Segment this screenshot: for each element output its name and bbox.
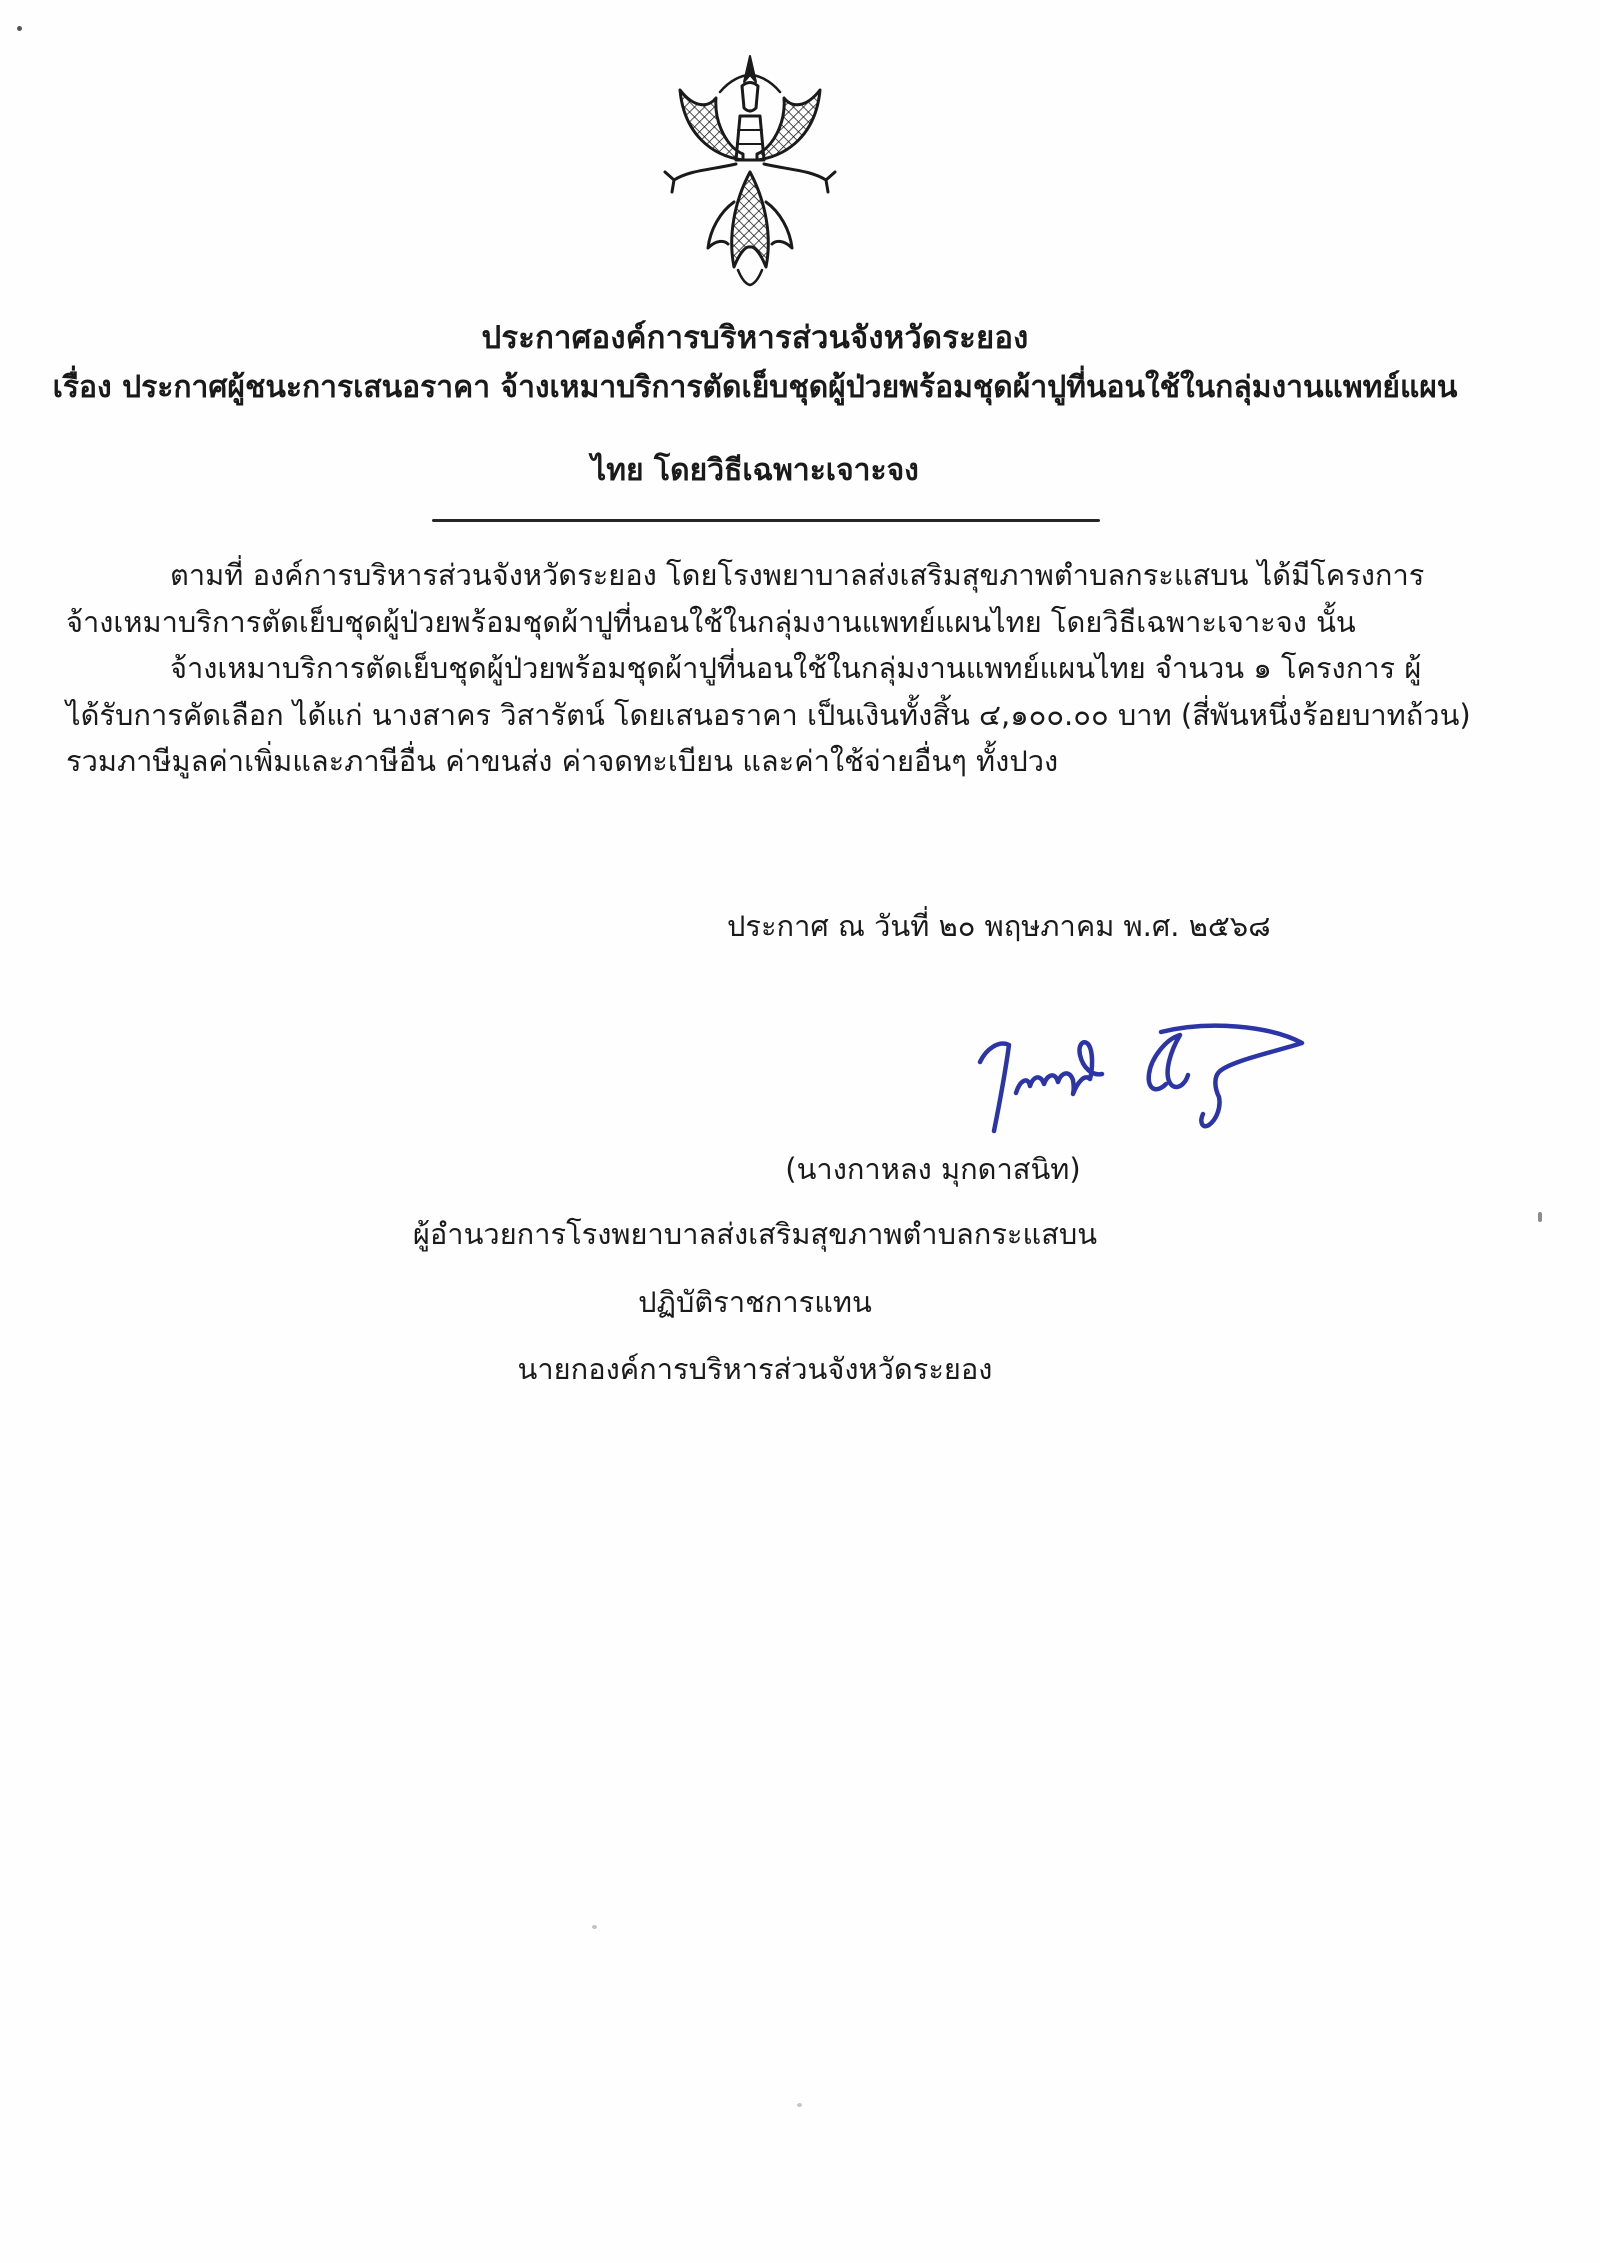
subject-line-1: เรื่อง ประกาศผู้ชนะการเสนอราคา จ้างเหมาบริการตัดเย็บชุดผู้ป่วยพร้อมชุดผ้าปูที่นอนใช้ในกลุ่มงานแพทย์แผน (52, 370, 1458, 405)
body-line-2: จ้างเหมาบริการตัดเย็บชุดผู้ป่วยพร้อมชุดผ้าปูที่นอนใช้ในกลุ่มงานแพทย์แผนไทย โดยวิธีเฉพาะเจาะจง นั้น (66, 604, 1356, 639)
garuda-emblem-icon (650, 52, 850, 302)
body-text (66, 552, 1506, 785)
signer-title: ผู้อำนวยการโรงพยาบาลส่งเสริมสุขภาพตำบลกระแสบน (412, 1217, 1098, 1251)
scan-speck (797, 2103, 802, 2107)
divider-line (432, 519, 1100, 522)
scan-speck (17, 26, 22, 31)
signer-name: (นางกาหลง มุกดาสนิท) (785, 1152, 1081, 1186)
acting-authority-title: นายกองค์การบริหารส่วนจังหวัดระยอง (517, 1352, 993, 1386)
scan-speck (1538, 1212, 1542, 1222)
announcement-date-line: ประกาศ ณ วันที่ ๒๐ พฤษภาคม พ.ศ. ๒๕๖๘ (727, 909, 1271, 943)
subject-line-2: ไทย โดยวิธีเฉพาะเจาะจง (591, 453, 919, 488)
body-line-5: รวมภาษีมูลค่าเพิ่มและภาษีอื่น ค่าขนส่ง ค่าจดทะเบียน และค่าใช้จ่ายอื่นๆ ทั้งปวง (66, 744, 1059, 778)
body-line-3: จ้างเหมาบริการตัดเย็บชุดผู้ป่วยพร้อมชุดผ้าปูที่นอนใช้ในกลุ่มงานแพทย์แผนไทย จำนวน ๑ โครงการ ผู้ (170, 651, 1422, 685)
signature-handwriting (968, 1018, 1313, 1146)
acting-for-line: ปฏิบัติราชการแทน (638, 1285, 872, 1319)
scan-speck (592, 1925, 597, 1929)
body-line-1: ตามที่ องค์การบริหารส่วนจังหวัดระยอง โดยโรงพยาบาลส่งเสริมสุขภาพตำบลกระแสบน ได้มีโครงการ (170, 558, 1425, 592)
page-title: ประกาศองค์การบริหารส่วนจังหวัดระยอง (481, 320, 1029, 356)
body-line-4: ได้รับการคัดเลือก ได้แก่ นางสาคร วิสารัตน์ โดยเสนอราคา เป็นเงินทั้งสิ้น ๔,๑๐๐.๐๐ บาท (สี่พันหนึ่งร้อยบาทถ้วน) (66, 697, 1471, 732)
